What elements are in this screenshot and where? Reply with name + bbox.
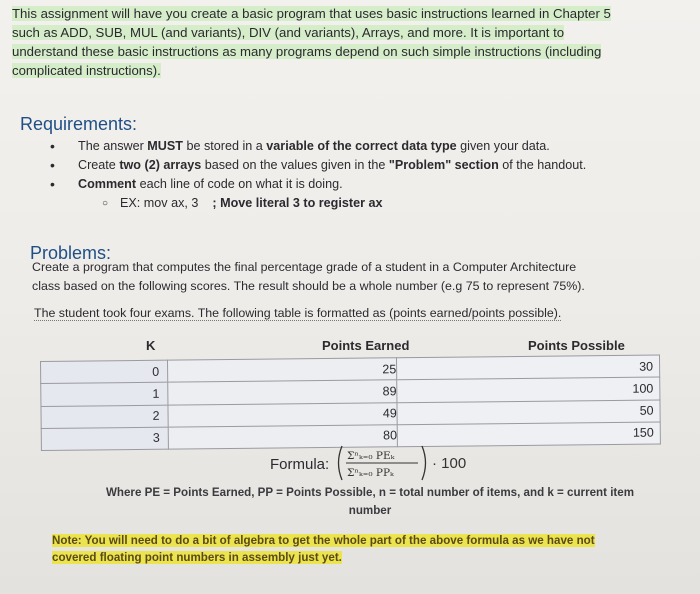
- table-header-earned: Points Earned: [322, 338, 410, 353]
- table-cell-possible: 50: [397, 400, 660, 425]
- table-cell-earned: 80: [168, 425, 397, 450]
- table-cell-possible: 150: [397, 422, 660, 447]
- table-cell-k: 1: [41, 382, 168, 406]
- formula-label: Formula:: [270, 456, 330, 473]
- formula-numerator: Σⁿₖ₌₀ PEₖ: [347, 450, 395, 462]
- table-cell-k: 0: [41, 360, 168, 384]
- problems-line-2: class based on the following scores. The result should be a whole number (e.g 75 to represent 75%).: [32, 279, 585, 293]
- table-header-k: K: [146, 338, 156, 353]
- formula-legend: Where PE = Points Earned, PP = Points Possible, n = total number of items, and k = current item number: [105, 486, 635, 517]
- intro-paragraph: [12, 4, 684, 80]
- requirements-list: [50, 137, 650, 213]
- formula-graphic: [334, 442, 474, 484]
- table-cell-earned: 89: [168, 380, 397, 405]
- formula-multiplier: · 100: [432, 455, 467, 472]
- table-cell-k: 2: [41, 405, 168, 429]
- hollow-bullet-icon: ○: [102, 198, 109, 209]
- requirement-subitem: ○ EX: mov ax, 3 ; Move literal 3 to register ax: [50, 194, 650, 213]
- requirement-item: • Comment each line of code on what it is doing.: [50, 176, 343, 192]
- problems-heading: Problems:: [30, 243, 112, 263]
- bullet-icon: •: [50, 157, 55, 173]
- intro-line-2: such as ADD, SUB, MUL (and variants), DIV (and variants), Arrays, and more. It is important to: [12, 25, 565, 40]
- bullet-icon: •: [50, 138, 55, 154]
- table-cell-earned: 25: [168, 358, 397, 383]
- note-line-2: covered floating point numbers in assembly just yet.: [52, 551, 342, 564]
- problems-line-1: Create a program that computes the final percentage grade of a student in a Computer Architecture: [32, 260, 577, 274]
- formula-denominator: Σⁿₖ₌₀ PPₖ: [347, 467, 394, 479]
- requirement-item: • The answer MUST be stored in a variable of the correct data type given your data.: [50, 138, 550, 154]
- note-line-1: Note: You will need to do a bit of algebra to get the whole part of the above formula as we have not: [52, 534, 595, 547]
- note-paragraph: [52, 532, 668, 566]
- intro-line-3: understand these basic instructions as many programs depend on such simple instructions (including: [12, 44, 602, 59]
- problems-paragraph: [32, 258, 672, 296]
- table-cell-k: 3: [41, 427, 168, 451]
- problems-line-3: The student took four exams. The following table is formatted as (points earned/points possible).: [34, 306, 562, 320]
- table-cell-earned: 49: [168, 402, 397, 427]
- intro-line-1: This assignment will have you create a basic program that uses basic instructions learned in Chapter 5: [12, 6, 611, 21]
- table-cell-possible: 30: [397, 355, 660, 380]
- bullet-icon: •: [50, 176, 55, 192]
- table-header-possible: Points Possible: [528, 338, 625, 353]
- intro-line-4: complicated instructions).: [12, 63, 161, 78]
- requirements-heading: Requirements:: [20, 114, 138, 134]
- table-cell-possible: 100: [397, 377, 660, 402]
- requirement-item: • Create two (2) arrays based on the values given in the "Problem" section of the handout.: [50, 157, 587, 173]
- scores-table: [40, 355, 661, 451]
